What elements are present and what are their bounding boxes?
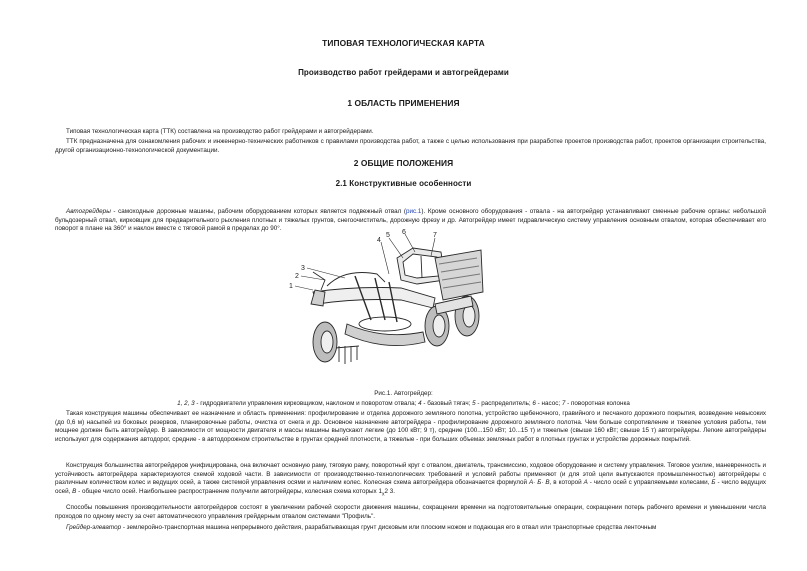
section1-paragraph-2: ТТК предназначена для ознакомления рабочих и инженерно-технических работников с правилами производства работ, а также с целью использования при разработке проектов производства работ, проектов организации строительства, другой организационно-технологической документации.: [55, 138, 766, 154]
legend-text: - базовый тягач;: [421, 400, 473, 407]
wheel-formula: А· Б· В,: [528, 479, 552, 487]
section2-subheading: 2.1 Конструктивные особенности: [335, 179, 472, 188]
figure-label: 2: [295, 273, 299, 280]
legend-text: - насос;: [535, 400, 562, 407]
legend-number: 4: [418, 400, 422, 407]
legend-text: - поворотная колонка: [565, 400, 630, 407]
formula-symbol: В: [72, 487, 77, 495]
figure-label: 3: [301, 265, 305, 272]
paragraph-text: Конструкция большинства автогрейдеров унифицирована, она включает основную раму, тяговую раму, поворотный круг с отвалом, двигатель, трансмиссию, ходовое оборудование и систему управления. Тяговое усилие, маневренность и устойчивость автогрейдера характеризуются схемой ходовой части. В зависимости от производственно-технологических требований и условий работы применяют (и для этой цели выпускаются промышленностью) автогрейдеры с различным количеством колес и ведущих осей, а также системой управления осями и наличием колес. Колесная схема автогрейдера обозначается формулой: [55, 462, 766, 487]
term-autograder: Автогрейдеры: [66, 208, 111, 215]
figure-label: 1: [289, 283, 293, 290]
figure-label: 5: [386, 232, 390, 239]
section1-heading: 1 ОБЛАСТЬ ПРИМЕНЕНИЯ: [347, 98, 460, 108]
paragraph-text: ). Кроме основного оборудования - отвала - на автогрейдер устанавливают сменные рабочие органы: небольшой бульдозерный отвал, кирковщик для предварительного рыхления плотных и тяжелых грунтов, снегоочиститель, дорожную фрезу и др. Автогрейдер имеет гидравлическую систему управления основным отвалом, которая обеспечивает его поворот в плане на 360° и наклон вместе с тяговой рамой в пределах до 90°.: [55, 208, 766, 233]
document-subtitle: Производство работ грейдерами и автогрейдерами: [298, 68, 509, 77]
legend-number: 1, 2, 3: [177, 400, 195, 407]
section2-paragraph-5: [55, 524, 766, 533]
paragraph-text: - общее число осей. Наибольшее распространение получили автогрейдеры, колесная схема которых 1: [76, 487, 382, 495]
paragraph-text: - самоходные дорожные машины, рабочим оборудованием которых является подвежный отвал (: [110, 208, 406, 215]
legend-number: 7: [561, 400, 566, 407]
paragraph-text: - число ведущих осей,: [55, 479, 766, 495]
section1-paragraph-1: Типовая технологическая карта (ТТК) составлена на производство работ грейдерами и автогрейдерами.: [66, 128, 374, 135]
legend-number: 5: [472, 400, 476, 407]
section2-heading: 2 ОБЩИЕ ПОЛОЖЕНИЯ: [353, 158, 454, 168]
figure-label: 7: [433, 232, 437, 239]
paragraph-text: в которой: [551, 479, 584, 487]
figure-legend: [0, 400, 807, 409]
legend-text: - распределитель;: [475, 400, 533, 407]
figure-label: 6: [402, 229, 406, 236]
legend-text: - гидродвигатели управления кирковщиком, наклоном и поворотом отвала;: [194, 400, 419, 407]
paragraph-text: - число осей с управляемыми колесами,: [587, 479, 712, 487]
motor-grader-figure: [285, 228, 485, 386]
figure-label: 4: [377, 237, 381, 244]
section2-paragraph-2: Такая конструкция машины обеспечивает ее назначение и область применения: профилирование и отделка дорожного земляного полотна, устройство щебеночного, гравийного и песчаного дорожного покрытия, возведение невысоких (до 0,6 м) насыпей из боковых резервов, планировочные работы, очистка от снега и др. Основное назначение автогрейдера - профилирование дорожного земляного полотна. Чем больше сопротивление и тяжелее условия работы, тем мощнее должен быть автогрейдер. В зависимости от мощности двигателя и массы машины выпускают легкие (до 100 кВт; 9 т), средние (100...150 кВт; 10...15 т) и тяжелые (свыше 160 кВт; свыше 15 т) автогрейдеры. Легкие автогрейдеры используют для содержания автодорог, средние - в автодорожном строительстве в грунтах средней плотности, а тяжелые - при больших объемах земляных работ в плотных грунтах и устройстве дорожных покрытий.: [55, 410, 766, 443]
paragraph-text: 2 3.: [384, 487, 395, 495]
legend-number: 6: [532, 400, 536, 407]
document-title: ТИПОВАЯ ТЕХНОЛОГИЧЕСКАЯ КАРТА: [322, 38, 485, 48]
paragraph-text: - землеройно-транспортная машина непрерывного действия, разрабатывающая грунт дисковым или плоским ножом и подающая его в отвал или транспортные средства ленточным: [121, 524, 657, 531]
section2-paragraph-4: Способы повышения производительности автогрейдеров состоят в увеличении рабочей скорости движения машины, сокращении времени на подготовительные операции, сокращении потерь рабочего времени и уменьшении числа проходов по одному месту за счет автоматического управления грейдерным отвалом системами "Профиль".: [55, 504, 766, 520]
term-grader-elevator: Грейдер-элеватор: [66, 524, 122, 531]
section2-paragraph-3: [55, 462, 766, 499]
formula-symbol: Б: [711, 479, 716, 487]
formula-symbol: А: [583, 479, 588, 487]
formula-multiply: х: [381, 491, 385, 498]
figure-caption: Рис.1. Автогрейдер:: [374, 390, 433, 397]
figure-link[interactable]: рис.1: [406, 208, 422, 215]
